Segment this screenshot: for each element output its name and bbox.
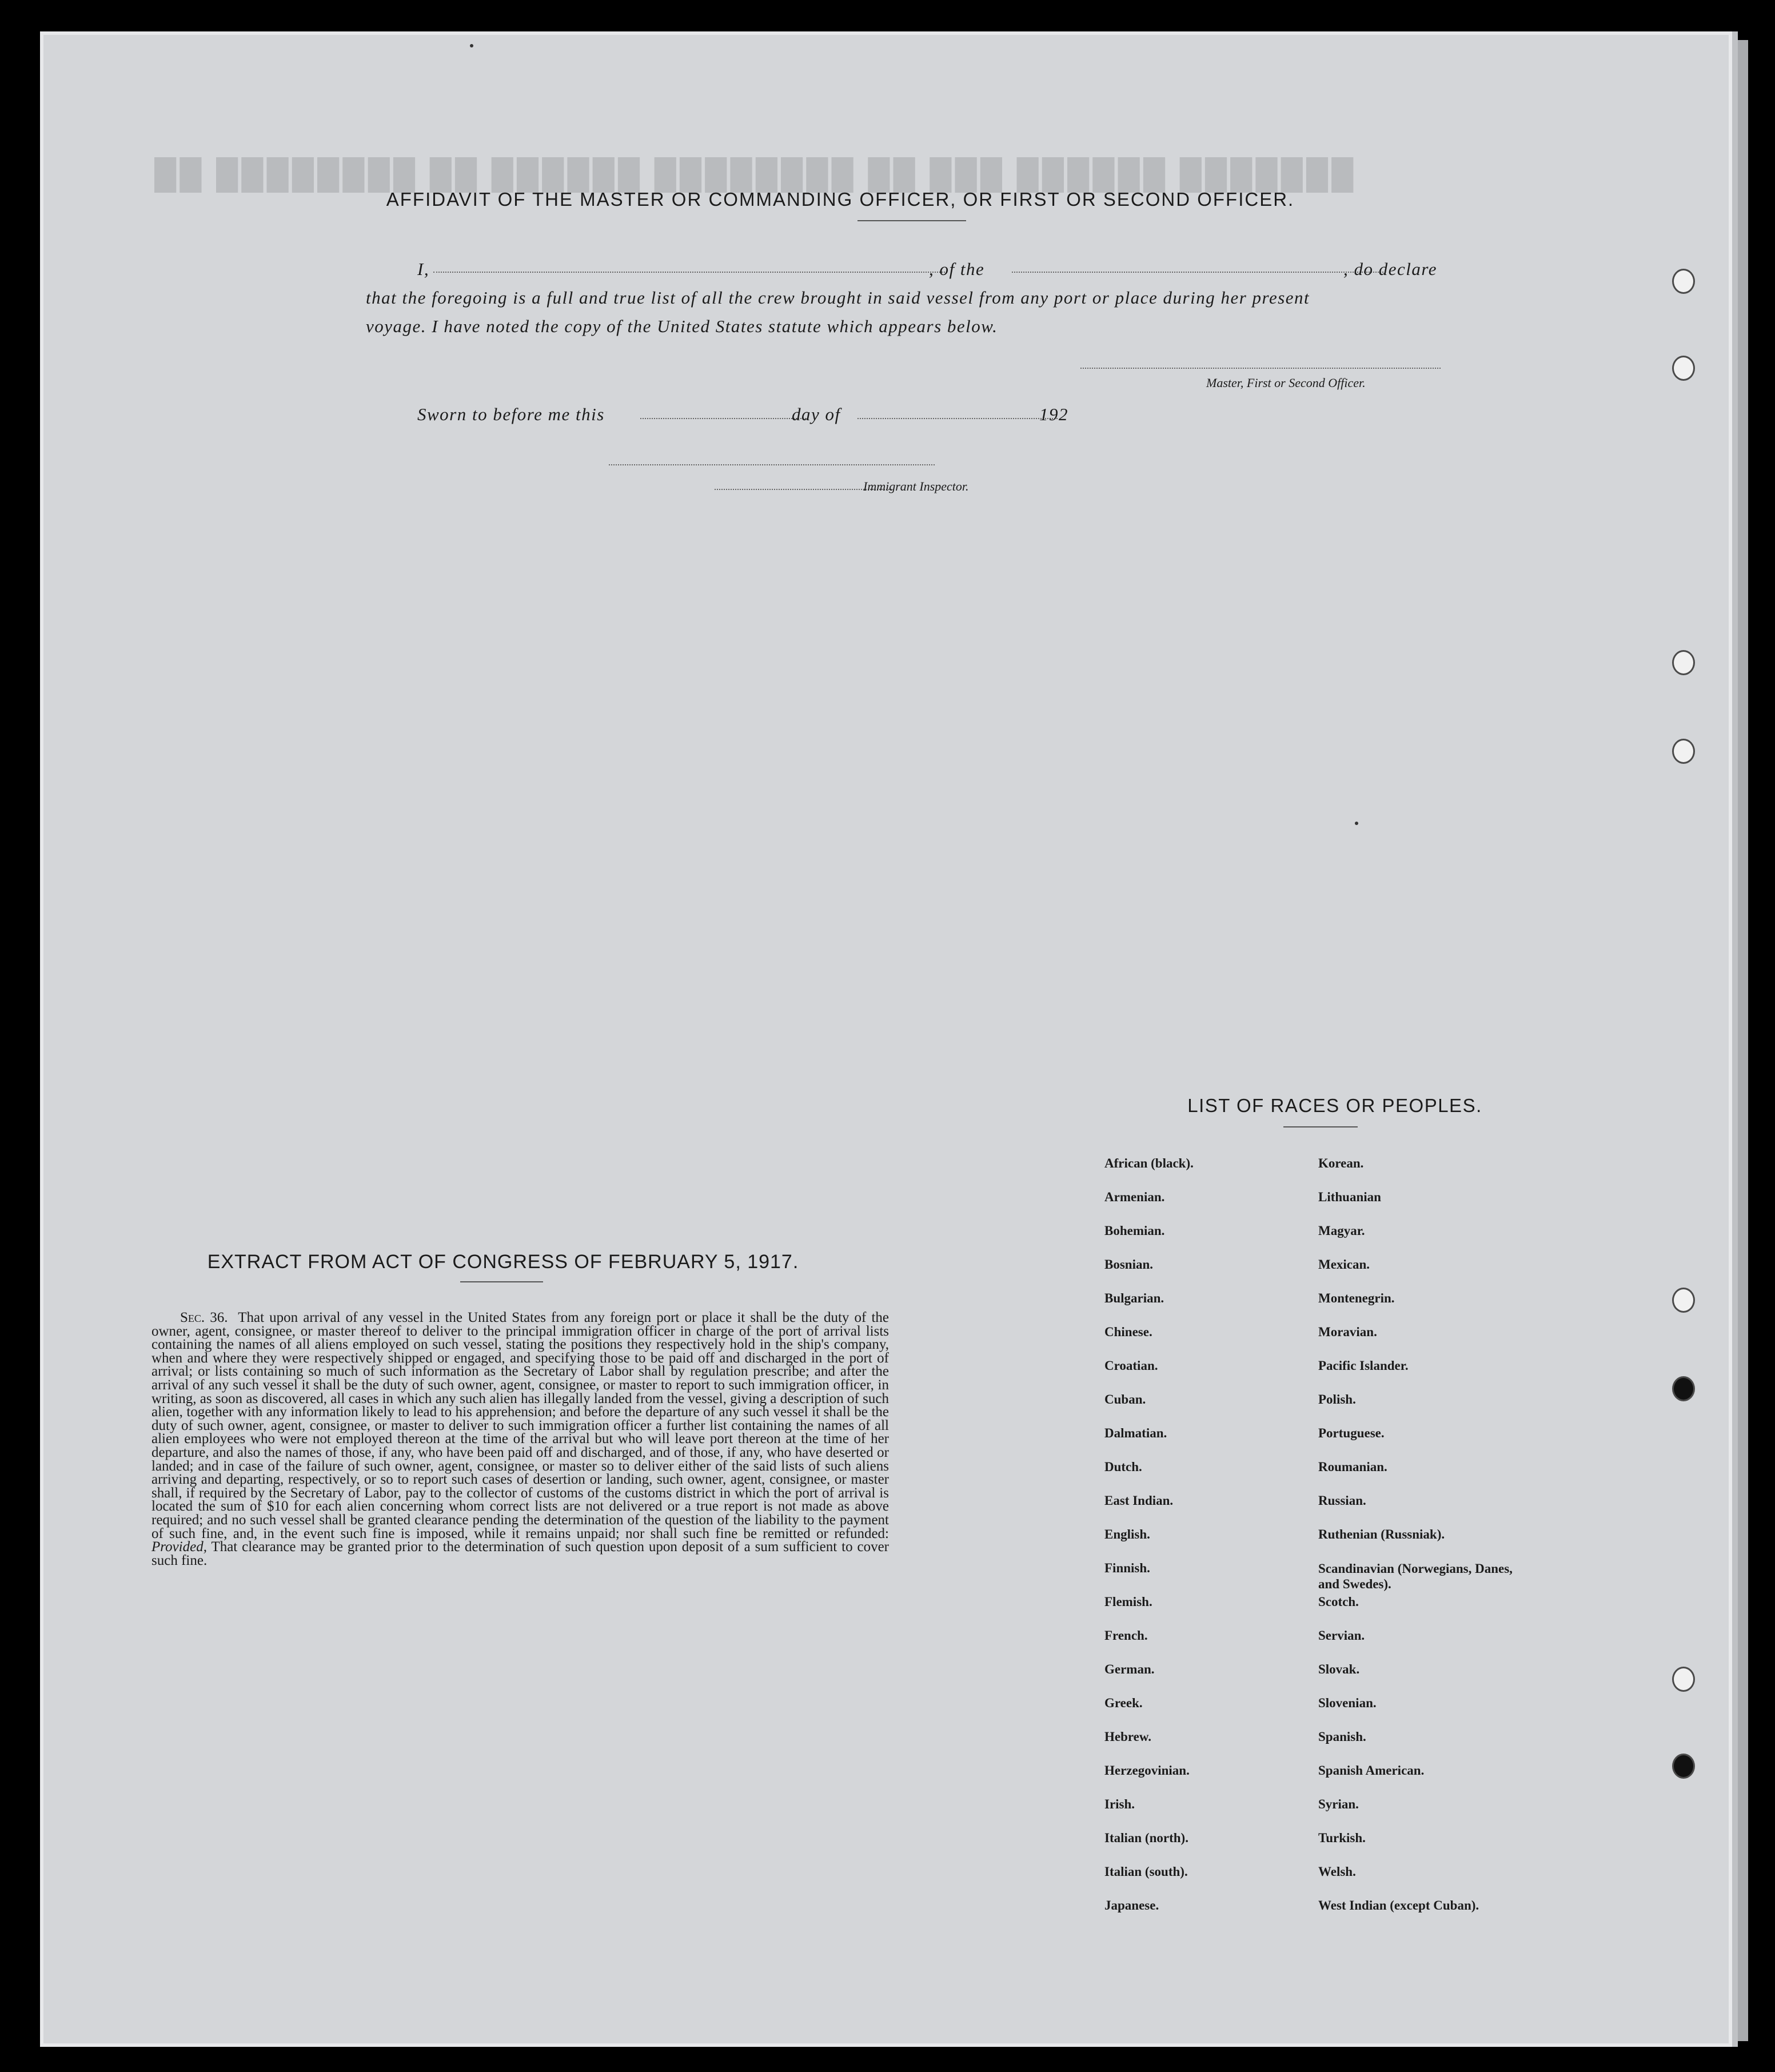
race-item-right: Syrian. [1318, 1797, 1359, 1811]
race-item-left: East Indian. [1104, 1493, 1174, 1508]
binder-hole [1672, 1754, 1695, 1779]
race-item-left: Herzegovinian. [1104, 1763, 1190, 1778]
race-item-right: Spanish American. [1318, 1763, 1425, 1778]
race-item-right: West Indian (except Cuban). [1318, 1898, 1479, 1912]
race-item-right: Magyar. [1318, 1224, 1365, 1238]
day-of-label: day of [792, 404, 841, 424]
binder-hole [1672, 1288, 1695, 1313]
race-item-right: Spanish. [1318, 1730, 1366, 1744]
race-item-right: Slovenian. [1318, 1696, 1377, 1710]
race-item-left: Croatian. [1104, 1358, 1158, 1373]
binder-hole [1672, 739, 1695, 764]
binder-hole [1672, 1376, 1695, 1401]
race-item-left: Hebrew. [1104, 1730, 1151, 1744]
race-item-right: Scandinavian (Norwegians, Danes, and Swedes). [1318, 1561, 1513, 1591]
race-item-left: Cuban. [1104, 1392, 1146, 1406]
race-item-right: Polish. [1318, 1392, 1356, 1406]
sworn-day-line [640, 418, 806, 419]
section-label: Sec. 36. [180, 1310, 228, 1325]
race-item-right: Pacific Islander. [1318, 1358, 1409, 1373]
year-label: 192 [1039, 404, 1068, 424]
manifest-page [40, 31, 1738, 2047]
affidavit-i-label: I, [417, 259, 430, 279]
race-item-right: Ruthenian (Russniak). [1318, 1527, 1445, 1541]
race-item-left: Greek. [1104, 1696, 1143, 1710]
race-item-left: Armenian. [1104, 1190, 1165, 1204]
master-name-line [433, 272, 945, 273]
race-item-left: African (black). [1104, 1156, 1194, 1170]
race-item-left: Bulgarian. [1104, 1291, 1164, 1305]
race-item-right: Turkish. [1318, 1831, 1366, 1845]
affidavit-of-the-label: , of the [929, 259, 985, 279]
races-title-rule [1283, 1126, 1358, 1127]
race-item-left: Bohemian. [1104, 1224, 1165, 1238]
binder-hole [1672, 356, 1695, 381]
extract-title-rule [460, 1281, 543, 1282]
affidavit-declare-label: , do declare [1343, 259, 1438, 279]
race-item-left: German. [1104, 1662, 1155, 1676]
race-item-right: Servian. [1318, 1628, 1365, 1643]
race-item-right: Montenegrin. [1318, 1291, 1395, 1305]
extract-body-part1: That upon arrival of any vessel in the United States from any foreign port or place it shall be the duty of the owner, agent, consignee, or master thereof to deliver to the principal immigration officer in charge of the port of arrival lists containing the names of all aliens employed on such vessel, stating the positions they respectively hold in the ship's company, when and where they were respectively shipped or engaged, and specifying those to be paid off and discharged in the port of arrival; or lists containing so much of such information as the Secretary of Labor shall by regulation prescribe; and after the arrival of any such vessel it shall be the duty of such owner, agent, consignee, or master to report to such immigration officer, in writing, as soon as discovered, all cases in which any such alien has illegally landed from the vessel, giving a description of such alien, together with any information likely to lead to his apprehension; and before the departure of any such vessel it shall be the duty of such owner, agent, consignee, or master to deliver to such immigration officer a further list containing the names of all alien employees who were not employed thereon at the time of the arrival but who will leave port thereon at the time of her departure, and also the names of those, if any, who have been paid off and discharged, and of those, if any, who have deserted or landed; and in case of the failure of such owner, agent, consignee, or master so to deliver either of the said lists of such aliens arriving and departing, respectively, or so to report such cases of desertion or landing, such owner, agent, consignee, or master shall, if required by the Secretary of Labor, pay to the collector of customs of the customs district in which the port of arrival is located the sum of $10 for each alien concerning whom correct lists are not delivered or a true report is not made as above required; and no such vessel shall be granted clearance pending the determination of the question of the liability to the payment of such fine, and, in the event such fine is imposed, while it remains unpaid; nor shall such fine be remitted or refunded: [151, 1310, 889, 1541]
sworn-month-line [857, 418, 1058, 419]
race-item-right: Lithuanian [1318, 1190, 1381, 1204]
race-item-right: Slovak. [1318, 1662, 1360, 1676]
race-item-left: Japanese. [1104, 1898, 1159, 1912]
race-item-left: Dutch. [1104, 1460, 1142, 1474]
race-item-right: Korean. [1318, 1156, 1364, 1170]
provided-label: Provided, [151, 1539, 207, 1555]
stray-mark [470, 44, 473, 47]
race-item-right: Scotch. [1318, 1595, 1359, 1609]
show-through-text: ██ ████████ ██ ██████ ████████ ██ ███ ██████ ███████ [154, 158, 1357, 192]
sworn-label: Sworn to before me this [417, 404, 605, 424]
underlying-page-edge [1738, 40, 1748, 2041]
affidavit-title: AFFIDAVIT OF THE MASTER OR COMMANDING OFFICER, OR FIRST OR SECOND OFFICER. [386, 189, 1295, 210]
race-item-left: Irish. [1104, 1797, 1135, 1811]
race-item-right: Moravian. [1318, 1325, 1377, 1339]
race-item-left: Dalmatian. [1104, 1426, 1167, 1440]
race-item-right: Welsh. [1318, 1864, 1356, 1879]
affidavit-title-rule [857, 220, 966, 221]
inspector-caption: Immigrant Inspector. [863, 479, 969, 493]
extract-body [151, 1311, 889, 1567]
races-title: LIST OF RACES OR PEOPLES. [1187, 1095, 1482, 1116]
race-item-right: Mexican. [1318, 1257, 1370, 1272]
race-item-right: Portuguese. [1318, 1426, 1385, 1440]
binder-hole [1672, 269, 1695, 294]
race-item-left: Flemish. [1104, 1595, 1152, 1609]
binder-hole [1672, 1667, 1695, 1692]
race-item-left: English. [1104, 1527, 1150, 1541]
affidavit-text-line1: that the foregoing is a full and true list of all the crew brought in said vessel from any port or place during her present [366, 288, 1310, 308]
extract-title: EXTRACT FROM ACT OF CONGRESS OF FEBRUARY 5, 1917. [207, 1251, 799, 1273]
vessel-name-line [1012, 272, 1383, 273]
inspector-signature-line [609, 464, 935, 465]
race-item-left: French. [1104, 1628, 1148, 1643]
binder-hole [1672, 650, 1695, 675]
officer-signature-line [1080, 368, 1441, 369]
race-item-right: Roumanian. [1318, 1460, 1387, 1474]
race-item-left: Finnish. [1104, 1561, 1150, 1575]
extract-body-part2: That clearance may be granted prior to the determination of such question upon deposit of a sum sufficient to cover such fine. [151, 1539, 889, 1568]
race-item-left: Italian (north). [1104, 1831, 1188, 1845]
stray-mark [1355, 822, 1358, 825]
affidavit-text-line2: voyage. I have noted the copy of the United States statute which appears below. [366, 316, 998, 336]
race-item-left: Italian (south). [1104, 1864, 1188, 1879]
race-item-left: Bosnian. [1104, 1257, 1154, 1272]
officer-caption: Master, First or Second Officer. [1206, 376, 1366, 390]
race-item-right: Russian. [1318, 1493, 1366, 1508]
race-item-left: Chinese. [1104, 1325, 1152, 1339]
